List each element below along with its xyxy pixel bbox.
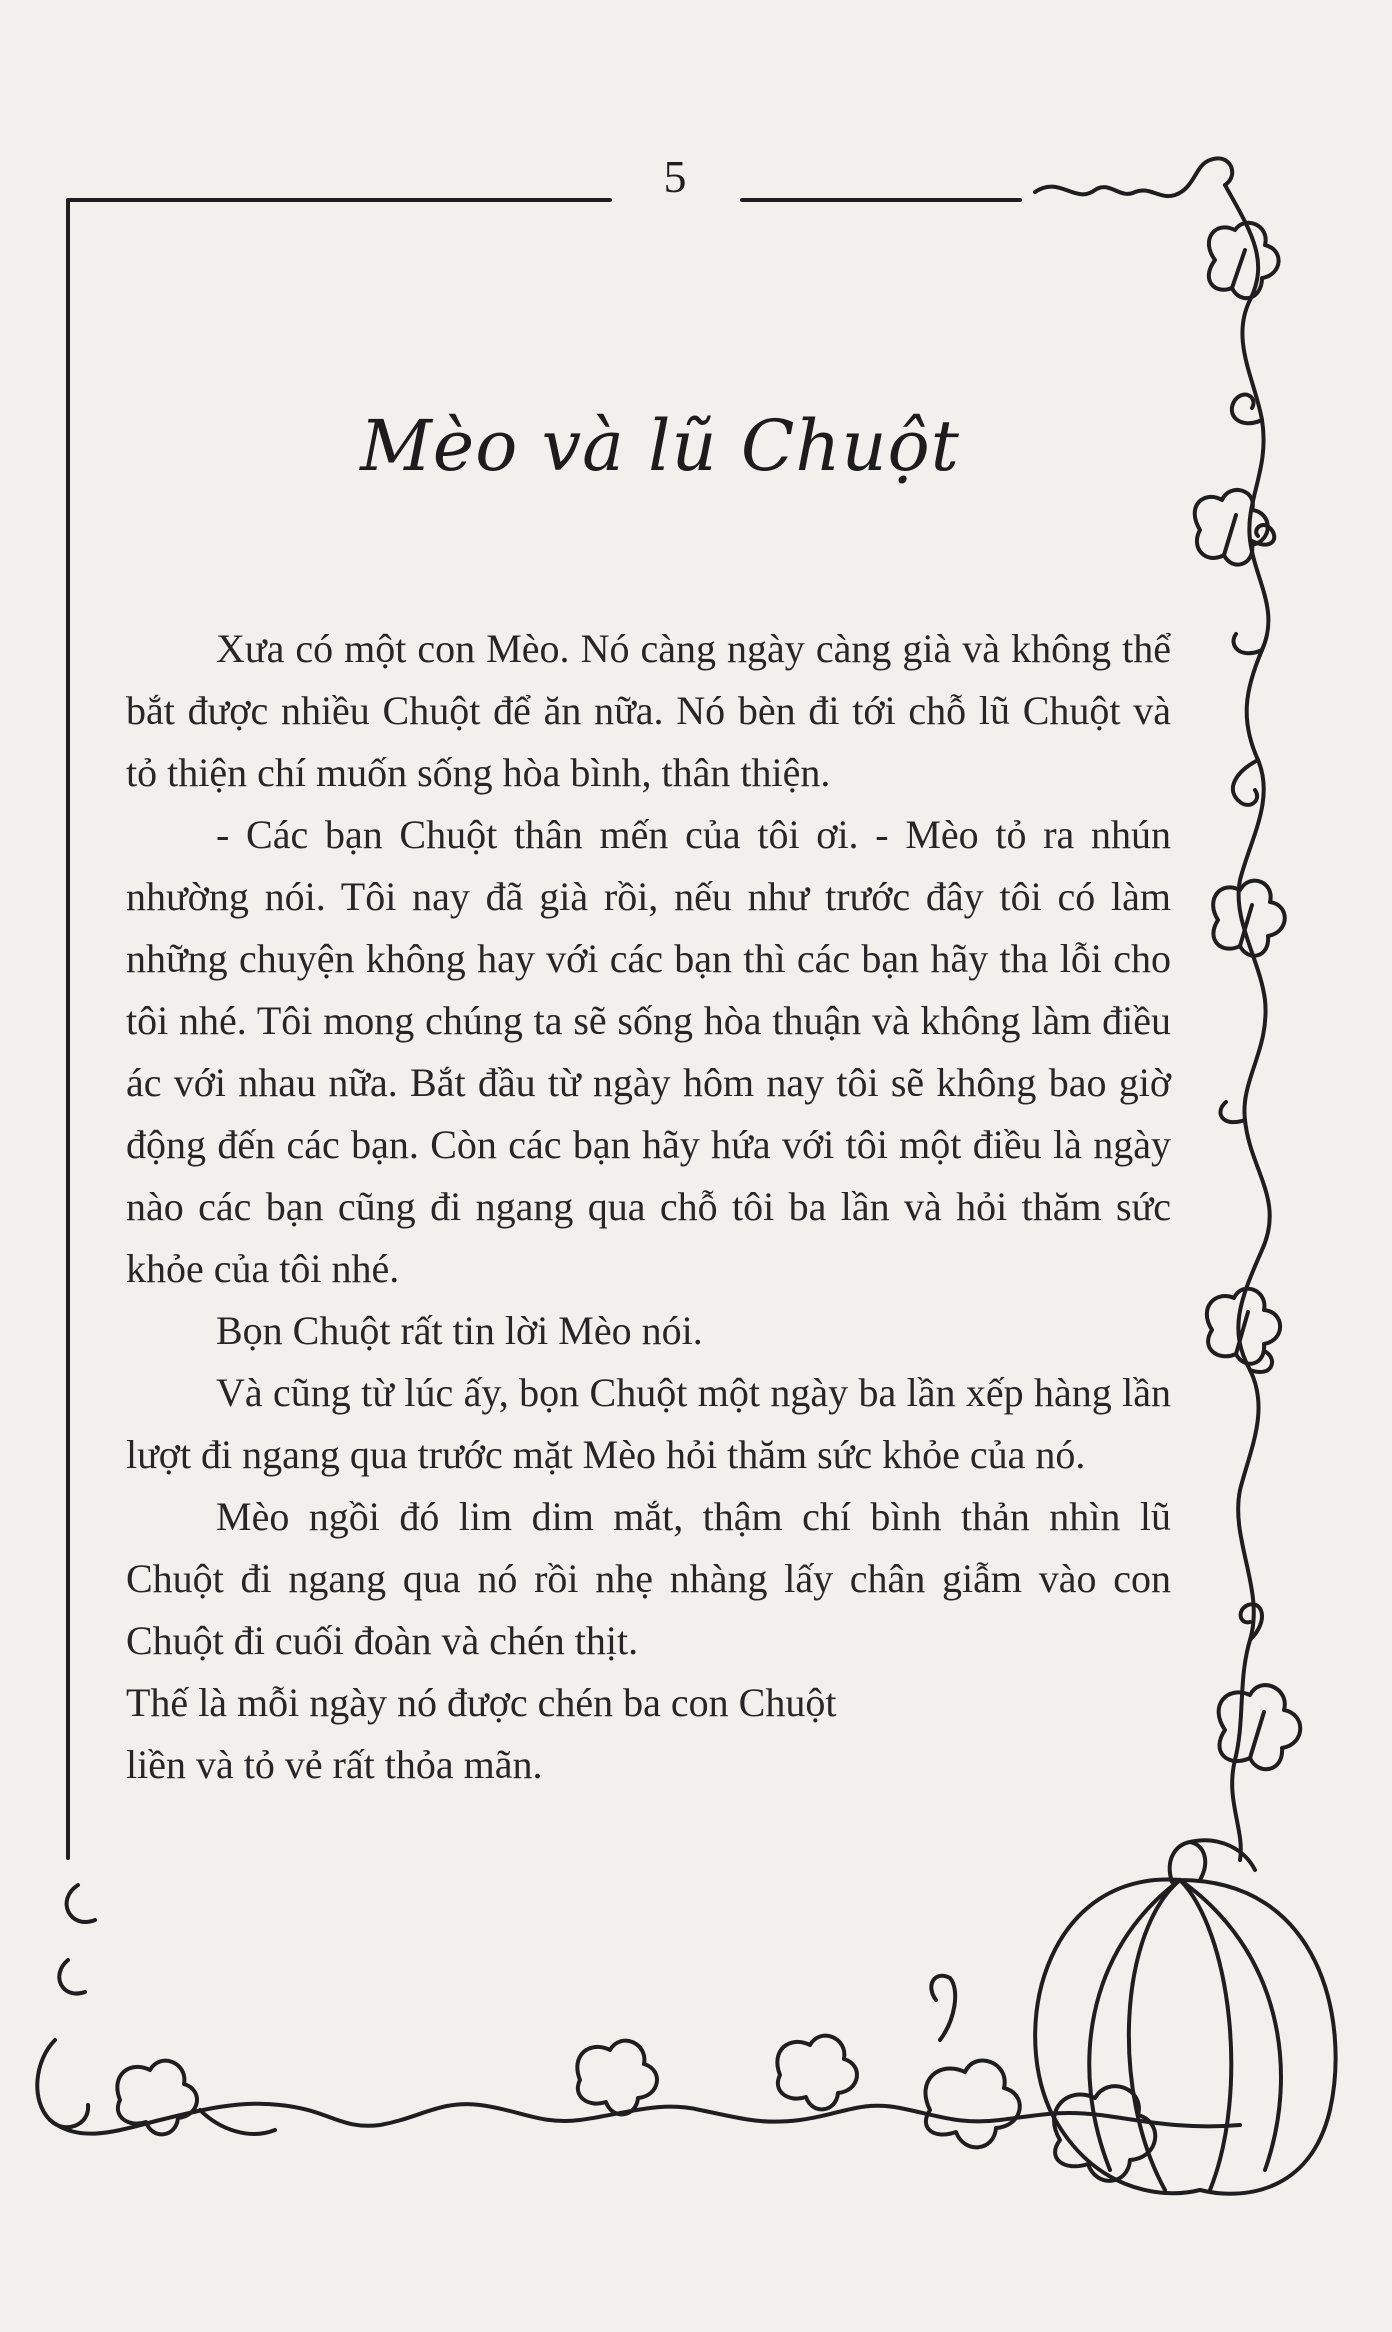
story-final-paragraph: Thế là mỗi ngày nó được chén ba con Chuột liền và tỏ vẻ rất thỏa mãn. xyxy=(126,1680,837,1787)
bottom-leaf-1 xyxy=(117,2061,275,2135)
story-paragraph-1: Xưa có một con Mèo. Nó càng ngày càng già và không thể bắt được nhiều Chuột để ăn nữa. Nó bèn đi tới chỗ lũ Chuột và tỏ thiện chí muốn sống hòa bình, thân thiện. xyxy=(126,626,1171,795)
right-vine-stem xyxy=(1225,185,1270,1860)
bottom-leaf-2 xyxy=(577,2041,657,2115)
page-number: 5 xyxy=(663,151,687,202)
story-title: Mèo và lũ Chuột xyxy=(360,405,960,487)
leaf-cluster-1 xyxy=(1209,223,1279,298)
top-vine-curl xyxy=(1035,158,1232,196)
story-paragraph-4: Và cũng từ lúc ấy, bọn Chuột một ngày ba lần xếp hàng lần lượt đi ngang qua trước mặt Mèo hỏi thăm sức khỏe của nó. xyxy=(126,1370,1171,1477)
story-paragraph-3: Bọn Chuột rất tin lời Mèo nói. xyxy=(216,1308,703,1353)
bottom-leaf-5 xyxy=(1054,2086,1155,2181)
bottom-leaf-3 xyxy=(777,2036,857,2110)
story-paragraph-2: - Các bạn Chuột thân mến của tôi ơi. - Mèo tỏ ra nhún nhường nói. Tôi nay đã già rồi, nếu như trước đây tôi có làm những chuyện không hay với các bạn thì các bạn hãy tha lỗi cho tôi nhé. Tôi mong chúng ta sẽ sống hòa thuận và không làm điều ác với nhau nữa. Bắt đầu từ ngày hôm nay tôi sẽ không bao giờ động đến các bạn. Còn các bạn hãy hứa với tôi một điều là ngày nào các bạn cũng đi ngang qua chỗ tôi ba lần và hỏi thăm sức khỏe của tôi nhé. xyxy=(126,812,1171,1291)
story-body xyxy=(126,618,1171,1796)
leaf-cluster-5 xyxy=(1219,1685,1301,1769)
story-paragraph-5: Mèo ngồi đó lim dim mắt, thậm chí bình thản nhìn lũ Chuột đi ngang qua nó rồi nhẹ nhàng lấy chân giẫm vào con Chuột đi cuối đoàn và chén thịt. xyxy=(126,1494,1171,1663)
pumpkin-illustration xyxy=(1035,1840,1335,2193)
left-curl xyxy=(37,1885,95,2127)
